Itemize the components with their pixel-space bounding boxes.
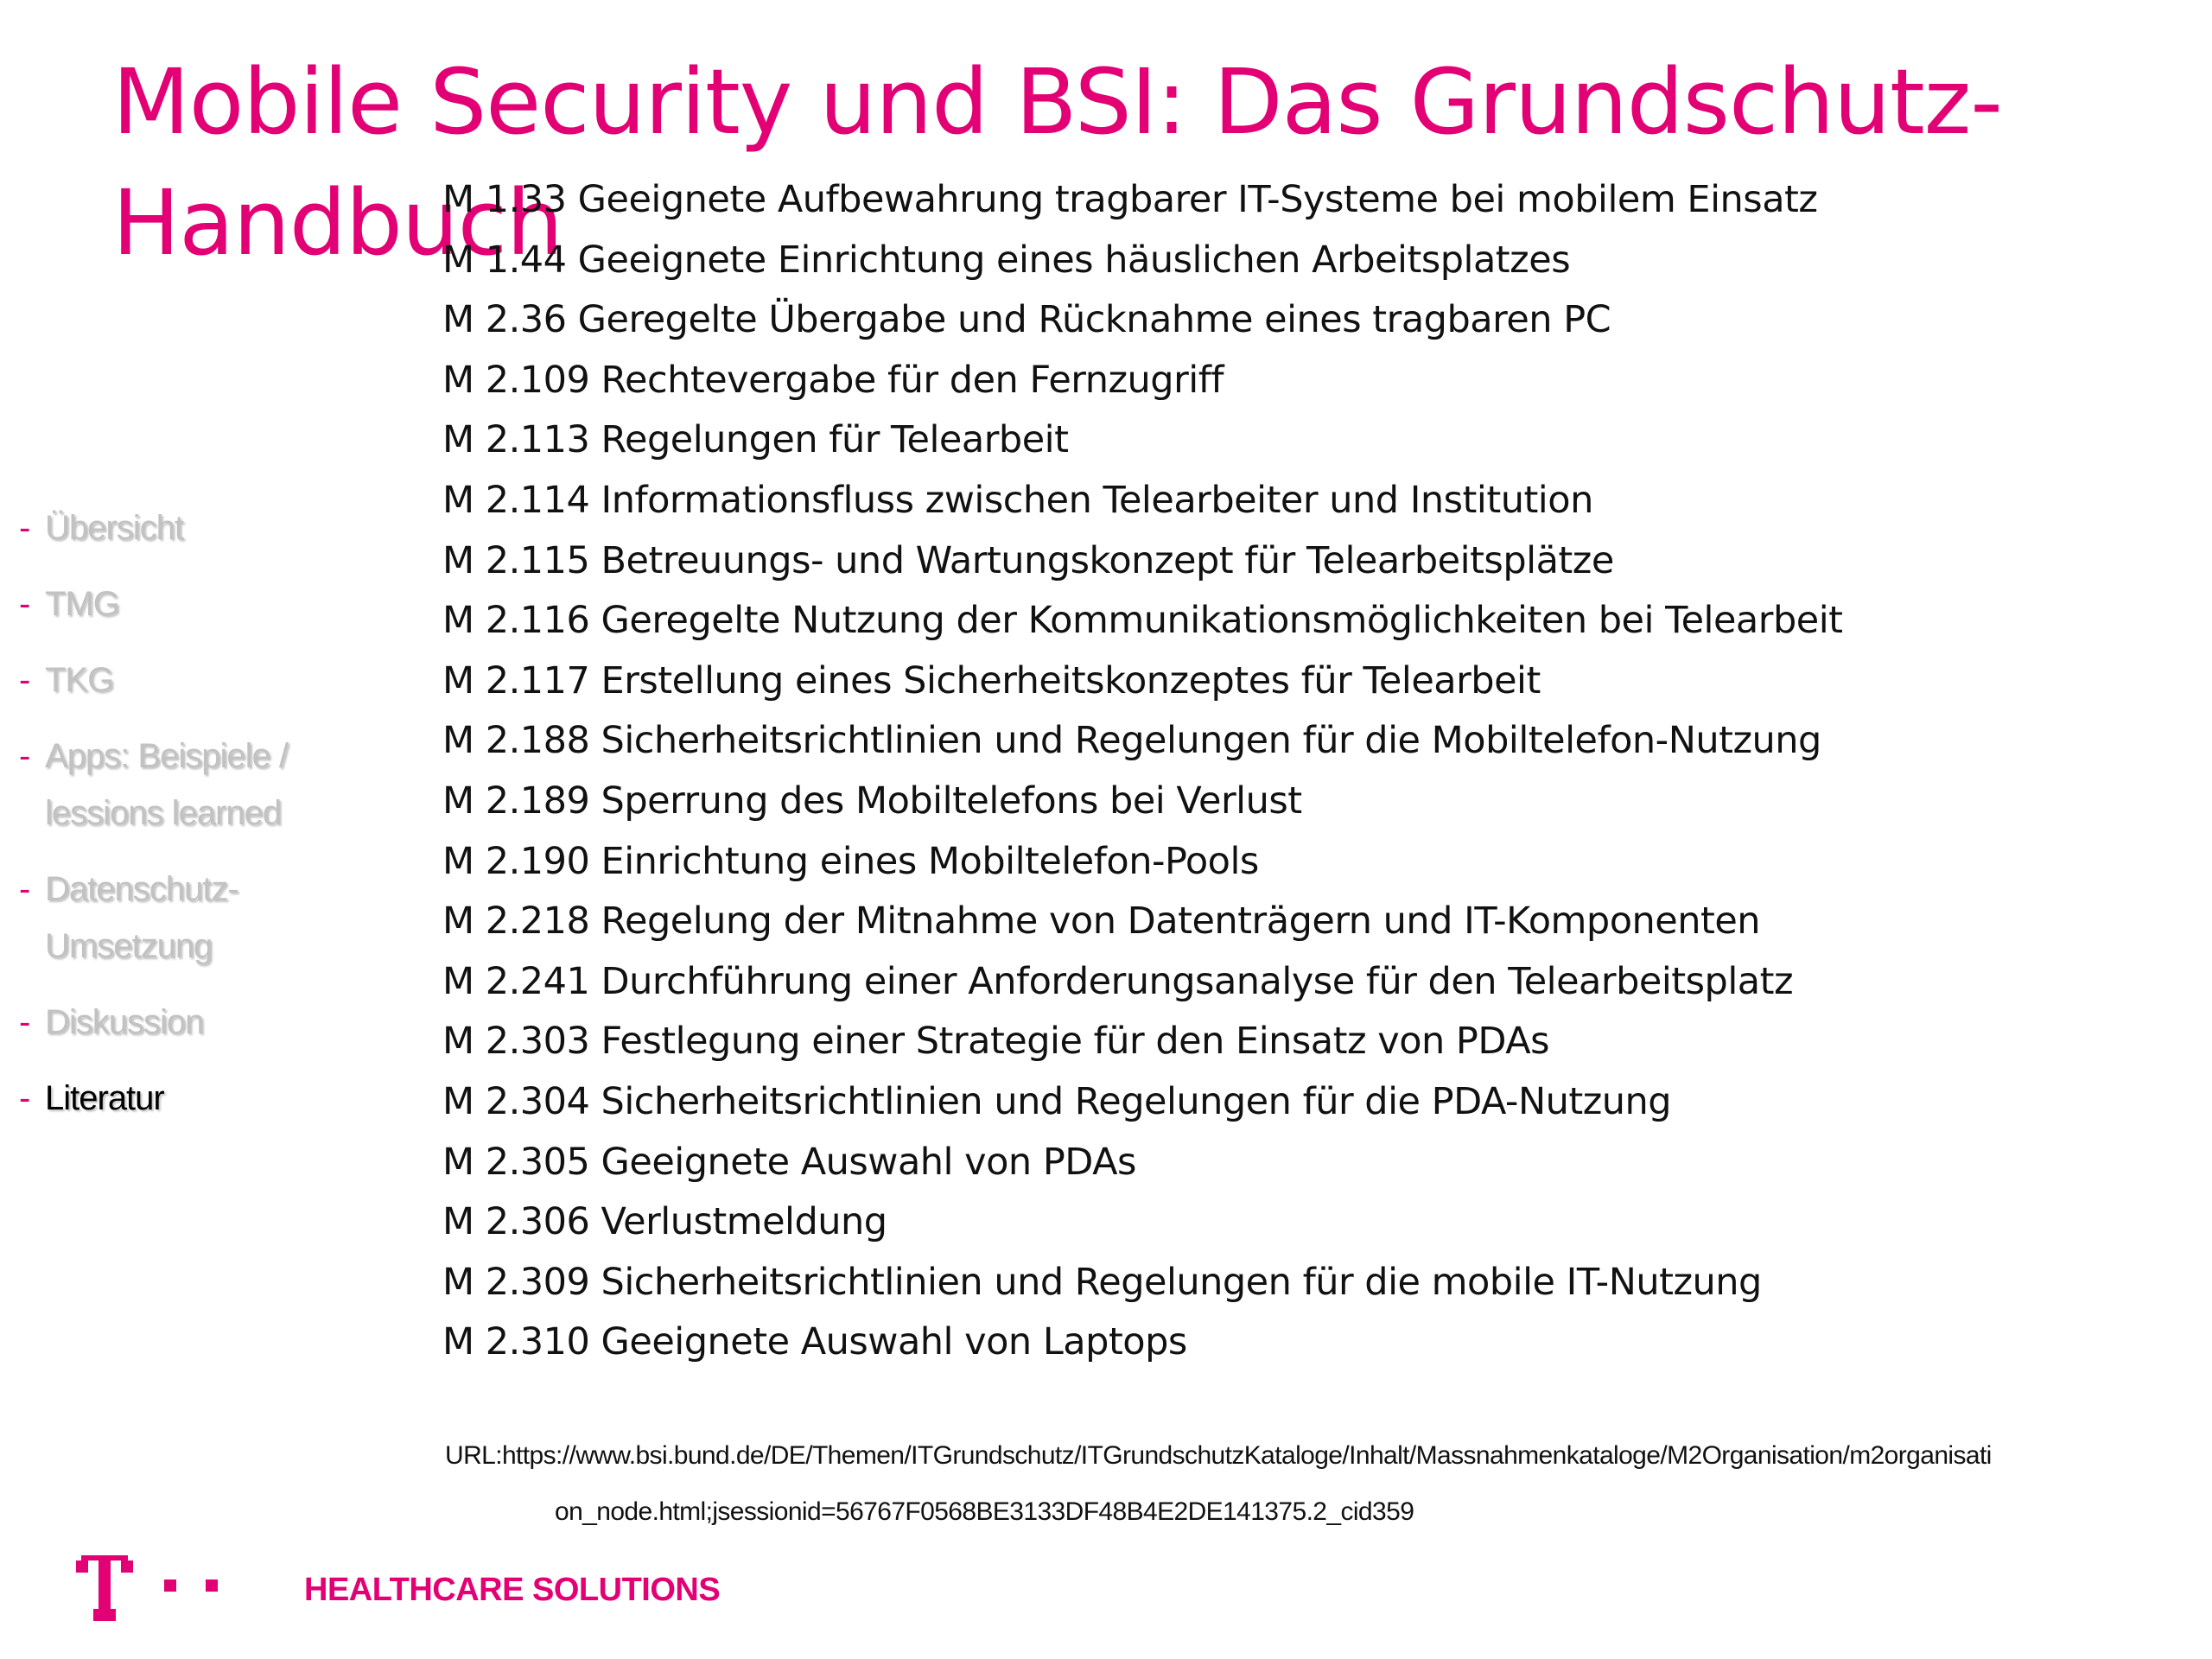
measure-item: M 2.305 Geeignete Auswahl von PDAs: [442, 1140, 1136, 1184]
source-url-line-2: on_node.html;jsessionid=56767F0568BE3133DF48B4E2DE141375.2_cid359: [555, 1497, 1414, 1526]
measure-item: M 1.33 Geeignete Aufbewahrung tragbarer IT-Systeme bei mobilem Einsatz: [442, 178, 1818, 221]
nav-bullet: -: [19, 1003, 30, 1041]
nav-item-apps[interactable]: [19, 728, 365, 842]
nav-item-label: Literatur: [45, 1079, 164, 1117]
nav-item-tmg[interactable]: [19, 575, 365, 632]
nav-item-label: Diskussion: [45, 1003, 204, 1041]
measure-item: M 2.188 Sicherheitsrichtlinien und Regelungen für die Mobiltelefon-Nutzung: [442, 719, 1821, 763]
measure-item: M 2.218 Regelung der Mitnahme von Datenträgern und IT-Komponenten: [442, 899, 1761, 944]
measure-item: M 2.309 Sicherheitsrichtlinien und Regelungen für die mobile IT-Nutzung: [442, 1260, 1762, 1304]
section-navigation: [19, 499, 365, 1146]
nav-item-label: TKG: [45, 661, 114, 699]
nav-item-label: TMG: [45, 585, 119, 623]
measure-item: M 2.36 Geregelte Übergabe und Rücknahme eines tragbaren PC: [442, 298, 1611, 342]
measure-item: M 2.310 Geeignete Auswahl von Laptops: [442, 1320, 1187, 1364]
measure-item: M 2.113 Regelungen für Telearbeit: [442, 418, 1069, 462]
measure-item: M 1.44 Geeignete Einrichtung eines häuslichen Arbeitsplatzes: [442, 238, 1571, 282]
nav-item-diskussion[interactable]: [19, 994, 365, 1051]
nav-bullet: -: [19, 661, 30, 699]
measure-item: M 2.304 Sicherheitsrichtlinien und Regelungen für die PDA-Nutzung: [442, 1079, 1672, 1123]
measure-item: M 2.114 Informationsfluss zwischen Telearbeiter und Institution: [442, 478, 1593, 522]
nav-item-uebersicht[interactable]: [19, 499, 365, 556]
measure-item: M 2.116 Geregelte Nutzung der Kommunikationsmöglichkeiten bei Telearbeit: [442, 599, 1843, 643]
nav-item-label: Übersicht: [45, 509, 183, 547]
measure-item: M 2.241 Durchführung einer Anforderungsanalyse für den Telearbeitsplatz: [442, 959, 1794, 1003]
nav-item-literatur[interactable]: [19, 1070, 365, 1127]
measure-item: M 2.189 Sperrung des Mobiltelefons bei Verlust: [442, 779, 1302, 823]
nav-item-tkg[interactable]: [19, 652, 365, 709]
nav-item-datenschutz[interactable]: [19, 861, 365, 975]
source-url-line-1: URL:https://www.bsi.bund.de/DE/Themen/ITGrundschutz/ITGrundschutzKataloge/Inhalt/Massnahmenkataloge/M2Organisation/m2organisati: [445, 1441, 1992, 1470]
measure-item: M 2.117 Erstellung eines Sicherheitskonzeptes für Telearbeit: [442, 658, 1541, 702]
nav-bullet: -: [19, 870, 30, 908]
source-url[interactable]: [445, 1427, 2190, 1540]
nav-bullet: -: [19, 737, 30, 775]
measure-list: [442, 170, 2171, 1373]
measure-item: M 2.115 Betreuungs- und Wartungskonzept für Telearbeitsplätze: [442, 538, 1614, 582]
nav-bullet: -: [19, 1079, 30, 1117]
measure-item: M 2.306 Verlustmeldung: [442, 1200, 887, 1244]
footer-brand: HEALTHCARE SOLUTIONS: [304, 1572, 721, 1608]
telekom-t-logo-icon: [76, 1555, 232, 1624]
measure-item: M 2.109 Rechtevergabe für den Fernzugriff: [442, 358, 1224, 402]
nav-item-label: Apps: Beispiele / lessions learned: [45, 737, 288, 832]
measure-item: M 2.190 Einrichtung eines Mobiltelefon-Pools: [442, 839, 1259, 883]
nav-item-label: Datenschutz-Umsetzung: [45, 870, 238, 965]
nav-bullet: -: [19, 509, 30, 547]
measure-item: M 2.303 Festlegung einer Strategie für den Einsatz von PDAs: [442, 1020, 1550, 1064]
slide-title: Mobile Security und BSI: Das Grundschutz-Handbuch: [112, 49, 2002, 276]
nav-bullet: -: [19, 585, 30, 623]
